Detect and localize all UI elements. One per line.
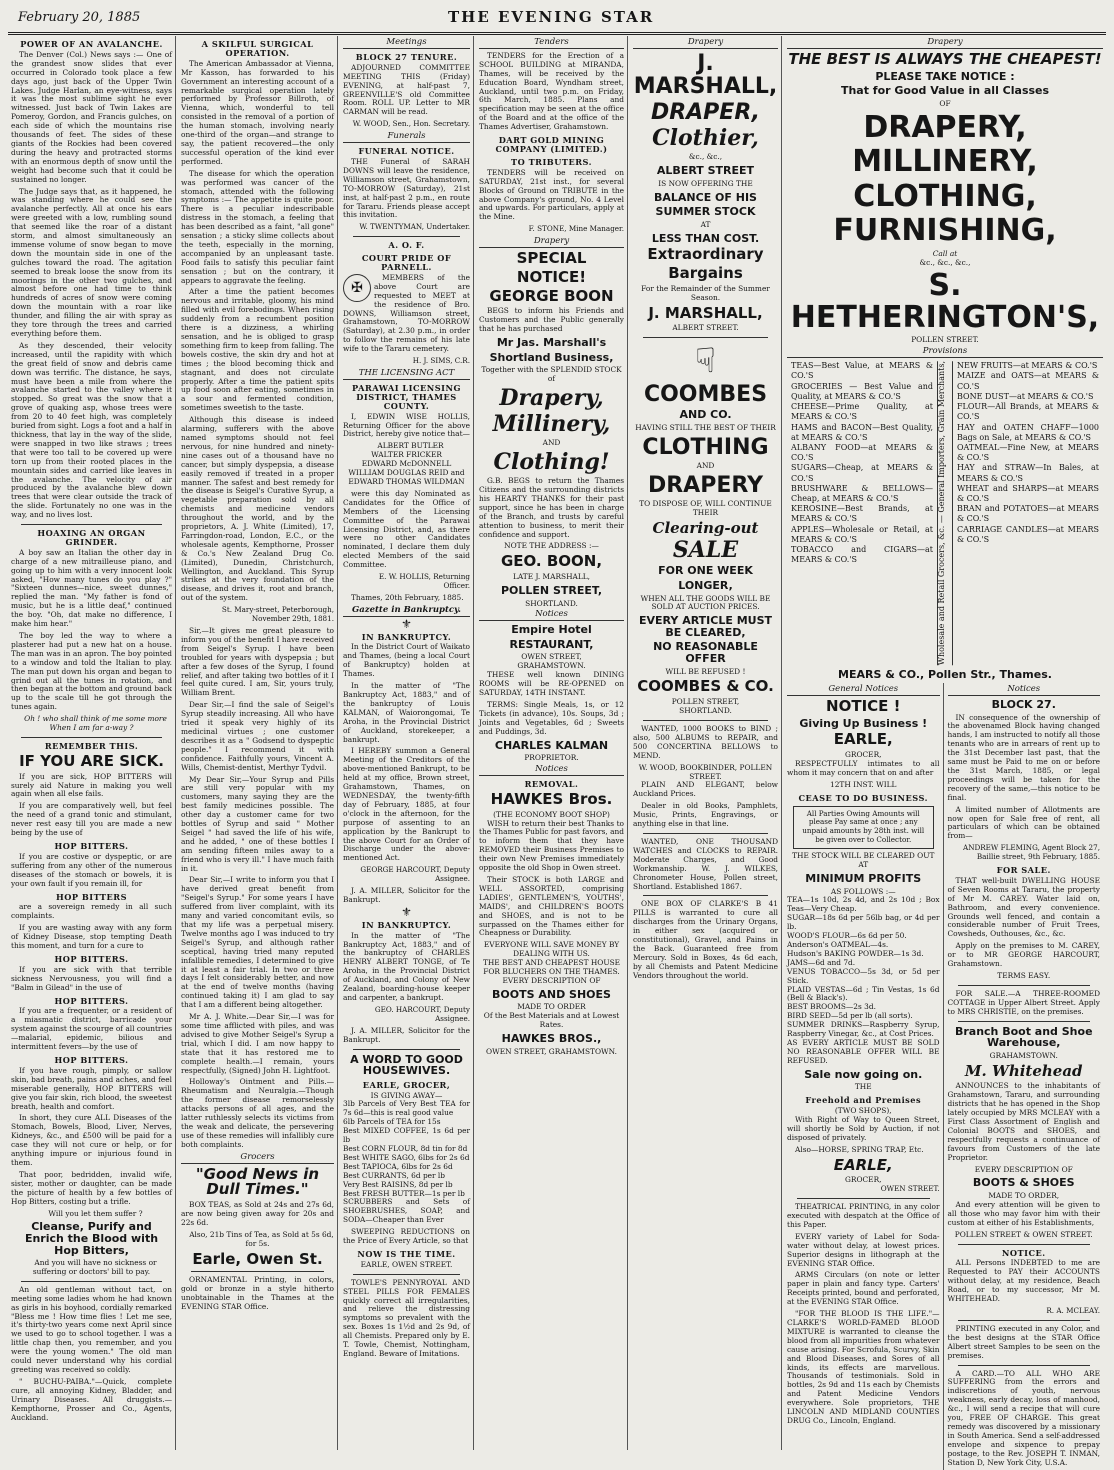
divider: [643, 833, 768, 834]
materials-label: Of the Best Materials and at Lowest Rates.: [483, 1011, 620, 1030]
divider: [21, 737, 162, 738]
earle-grocer-heading: EARLE, GROCER,: [362, 1079, 451, 1090]
notice-paragraph: IN consequence of the ownership of the abovenamed Block having changed hands, I am instructed to notify all those tenants who are in arrears of rent up to the 31st December last past, that the same must be Paid to me on or before the 31st March, 1885, or legal proceedings will be taken for the recovery of the same,—this notice to be final.: [947, 712, 1100, 802]
heading-if-sick: IF YOU ARE SICK.: [19, 751, 164, 770]
drapery-heading: DRAPERY,: [863, 109, 1027, 145]
notice-signature: W. WOOD, Sen., Hon. Secretary.: [352, 119, 470, 129]
pollen-label: POLLEN STREET.: [911, 335, 979, 345]
restaurant-heading: RESTAURANT,: [509, 637, 594, 651]
letter-dateline: St. Mary-street, Peterborough, November 29th, 1881.: [221, 605, 334, 624]
article-paragraph: Although this disease is indeed alarming, sufferers with the above named symptoms should not feel nervous, for nine hundred and ninety-nine cases out of a thousand have no cancer, but simply dyspepsia, a disease easily removed if treated in a proper manner. The safest and best remedy for the disease is Seigel's Curative Syrup, a vegetable preparation sold by all chemists and medicine vendors throughout the world, and by the proprietors, A. J. White (Limited), 17, Farringdon-road, London, E.C., or the wholesale agents, Kempthorne, Prosser & Co.'s New Zealand Drug Co. (Limited), Dunedin, Christchurch, Wellington, and Auckland. This Syrup strikes at the very foundation of the disease, and drives it, root and branch, out of the system.: [181, 415, 334, 603]
section-notices: Notices: [479, 765, 624, 776]
ad-paragraph: BOX TEAS, as Sold at 24s and 27s 6d, are now being given away for 20s and 22s 6d.: [181, 1200, 334, 1227]
and-co-heading: AND CO.: [679, 408, 732, 422]
divider: [958, 1320, 1091, 1321]
notices-column: [948, 683, 1104, 1470]
marshall-heading: Mr Jas. Marshall's: [496, 336, 607, 349]
ad-paragraph: " BUCHU-PAIBA."—Quick, complete cure, all annoying Kidney, Bladder, and Urinary Diseases. All druggists.—Kempthorne, Prosser and Co., Agents, Auckland.: [11, 1376, 172, 1422]
divider: [797, 1198, 930, 1199]
branch-heading: Branch Boot and Shoe Warehouse,: [954, 1024, 1093, 1050]
whitehead-heading: M. Whitehead: [964, 1061, 1083, 1080]
owen-label: OWEN STREET.: [880, 1184, 940, 1194]
section-funerals: Funerals: [343, 132, 470, 143]
section-drapery: Drapery: [479, 237, 624, 248]
hop-bitters-label: HOP BITTERS.: [54, 840, 129, 851]
of-label: OF: [939, 98, 951, 108]
ad-paragraph: WISH to return their best Thanks to the Thames Public for past favors, and to inform them that they have REMOVED their Business Premises to their own New Premises immediately opposite the old Shop in Owen street.: [479, 818, 624, 873]
mears-heading: MEARS & CO., Pollen Str., Thames.: [838, 667, 1052, 681]
as-follows-label: AS FOLLOWS :—: [830, 886, 896, 896]
special-heading: SPECIAL: [516, 249, 587, 268]
notice-paragraph: Apply on the premises to M. CAREY, or to MR GEORGE HARCOURT, Grahamstown.: [947, 941, 1100, 969]
article-paragraph: My Dear Sir,—Your Syrup and Pills are still very popular with my customers, many saying they are the best family medicines possible. The other day a customer came for two bottles of Syrup and said " Mother Seigel " had saved the life of his wife, and he added, " one of these bottles I am sending fifteen miles away to a friend who is very ill." I have much faith in it.: [181, 774, 334, 873]
hop-bitters-label: HOP BITTERS: [56, 891, 127, 902]
freehold-heading: Freehold and Premises: [805, 1095, 922, 1106]
masthead: [8, 6, 1106, 35]
divider: [643, 720, 768, 721]
ad-paragraph: If you have rough, pimply, or sallow skin, bad breath, pains and aches, and feel miserable generally, HOP BITTERS will give you fair skin, rich blood, the sweetest breath, health and comfort.: [11, 1065, 172, 1111]
notice-paragraph: A limited number of Allotments are now open for Sale free of rent, all particulars of which can be obtained from—: [947, 804, 1100, 841]
grocer-label-2: GROCER,: [845, 1175, 882, 1185]
late-label: LATE J. MARSHALL,: [512, 572, 591, 582]
grocer-label: GROCER,: [845, 750, 882, 760]
ad-paragraph: That poor, bedridden, invalid wife, sister, mother or daughter, can be made the picture of health by a few bottles of Hop Bitters, costing but a trifle.: [11, 1169, 172, 1206]
ad-paragraph: If you are wasting away with any form of Kidney Disease, stop tempting Death this moment, and turn for a cure to: [11, 923, 172, 951]
divider: [958, 985, 1091, 986]
stock-label: Together with the SPLENDID STOCK of: [481, 365, 622, 383]
millinery-heading: MILLINERY,: [852, 144, 1038, 180]
block27-tenure-heading: BLOCK 27 TENURE.: [355, 51, 458, 62]
grahamstown-label: GRAHAMSTOWN.: [989, 1050, 1058, 1060]
article-paragraph: The disease for which the operation was performed was cancer of the stomach, attended with the following symptoms :— The appetite is quite poor. There is a peculiar indescribable distress in the stomach, a feeling that has been described as a faint, "all gone" sensation ; a sticky slime collects about the teeth, especially in the morning, accompanied by an unpleasant taste. Food fails to satisfy this peculiar faint sensation ; but on the contrary, it appears to aggravate the feeling.: [181, 168, 334, 285]
proprietor-label: PROPRIETOR.: [524, 753, 579, 763]
article-paragraph: A boy saw an Italian the other day in charge of a new mitrailleuse piano, and going up to him with a very innocent look asked, "How many tunes do you play ?" "Sixteen dunnes—nice, sweet dunnes," replied the man. "My father is fond of music, but he is a little deaf," continued the boy. "Oh, dat make no difference, I make him hear.": [11, 547, 172, 629]
ad-paragraph: If you are sick, HOP BITTERS will surely aid Nature in making you well again when all else fails.: [11, 771, 172, 799]
boots-shoes-heading: BOOTS & SHOES: [972, 1176, 1075, 1190]
lodge-emblem-icon: ✠: [343, 274, 371, 302]
boots-heading: BOOTS AND SHOES: [492, 987, 611, 1001]
draper-heading: DRAPER,: [650, 100, 761, 126]
call-at-label: Call at: [932, 248, 958, 258]
hawkes-heading: HAWKES Bros.: [490, 789, 613, 808]
ad-paragraph: BEGS to inform his Friends and Customers and the Public generally that he has purchased: [479, 306, 624, 334]
minimum-profits-heading: MINIMUM PROFITS: [805, 872, 922, 886]
ad-paragraph: PLAIN AND ELEGANT, below Auckland Prices.: [633, 780, 778, 799]
ad-paragraph: TERMS: Single Meals, 1s, or 12 Tickets (in advance), 10s. Soups, 3d ; Joints and Vegetables, 6d ; Sweets and Puddings, 3d.: [479, 699, 624, 736]
section-notices: Notices: [948, 685, 1101, 696]
longer-heading: LONGER,: [678, 579, 733, 592]
made-label: MADE TO ORDER: [517, 1002, 586, 1012]
clothier-heading: Clothier,: [652, 125, 759, 152]
divider: [958, 1021, 1091, 1022]
notice-paragraph: RESPECTFULLY intimates to all whom it may concern that on and after: [787, 758, 940, 777]
bargains-heading: Bargains: [668, 263, 743, 282]
column-6: [784, 36, 1106, 1467]
notice-paragraph: In the District Court of Waikato and Thames, (being a local Court of Bankruptcy) holden at Thames.: [343, 642, 470, 679]
aof-heading: A. O. F.: [388, 240, 425, 251]
at-label: AT: [700, 219, 711, 229]
article-paragraph: The American Ambassador at Vienna, Mr Kasson, has forwarded to his Government an interesting account of a remarkable surgical operation lately performed by Professor Billroth, of Vienna, which, wonderful to tell consisted in the removal of a portion of the human stomach, involving nearly one-third of the organ—and strange to say, the patient recovered—the only successful operation of the kind ever performed.: [181, 58, 334, 166]
column-3: [340, 36, 474, 1450]
issue-date: February 20, 1885: [18, 10, 141, 25]
section-grocers: Grocers: [181, 1153, 334, 1164]
giving-label: IS GIVING AWAY—: [370, 1090, 443, 1100]
extraordinary-heading: Extraordinary: [647, 245, 764, 264]
notice-paragraph: THE Funeral of SARAH DOWNS will leave the residence, Williamson street, Grahamstown, TO-MORROW (Saturday), 21st inst, at half-past 2 p.m., en route for Tararu. Friends please accept this invitation.: [343, 156, 470, 220]
notice-signature: W. TWENTYMAN, Undertaker.: [359, 222, 470, 232]
ad-paragraph: In short, they cure ALL Diseases of the Stomach, Bowels, Blood, Liver, Nerves, Kidneys, &c., and £500 will be paid for a case they will not cure or help, or for anything impure or injurious found in them.: [11, 1113, 172, 1167]
notice-signature: ANDREW FLEMING, Agent Block 27, Baillie street, 9th February, 1885.: [963, 843, 1100, 862]
giving-up-heading: Giving Up Business !: [799, 716, 928, 730]
auction-label: WHEN ALL THE GOODS WILL BE SOLD AT AUCTION PRICES.: [640, 593, 771, 612]
the-label: THE: [854, 1082, 872, 1092]
no-reasonable-heading: NO REASONABLE OFFER: [653, 640, 758, 665]
and-label: AND: [696, 460, 715, 470]
ad-paragraph: "FOR THE BLOOD IS THE LIFE."— CLARKE'S WORLD-FAMED BLOOD MIXTURE is warranted to cleanse the blood from all impurities from whatever cause arising. For Scrofula, Scurvy, Skin and Blood Diseases, and Sores of all kinds, its effects are marvellous. Thousands of testimonials. Sold in bottles, 2s 9d and 11s each by Chemists and Patent Medicine Vendors everywhere. Sole proprietors, THE LINCOLN AND MIDLAND COUNTIES DRUG Co., Lincoln, England.: [787, 1309, 940, 1425]
notice-solicitor: J. A. MILLER, Solicitor for the Bankrupt.: [343, 886, 470, 904]
albert-street-heading: ALBERT STREET: [656, 164, 755, 178]
ad-paragraph: And you will have no sickness or suffering or doctors' bill to pay.: [32, 1258, 157, 1276]
pollen-label: POLLEN STREET,: [671, 697, 740, 707]
ad-paragraph: Dealer in old Books, Pamphlets, Music, Prints, Engravings, or anything else in that line.: [633, 801, 778, 829]
notice-heading: NOTICE !: [826, 697, 901, 715]
article-paragraph: Dear Sir,—I find the sale of Seigel's Syrup steadily increasing. All who have tried it speak very highly of its medicinal virtues ; one customer describes it as a " Godsend to dyspeptic people." I recommend it with confidence. Faithfully yours, Vincent A. Wills, Chemist-dentist, Merthyr Tydvil.: [181, 700, 334, 772]
every-desc-label: EVERY DESCRIPTION OF: [502, 975, 601, 985]
bankruptcy-heading: IN BANKRUPTCY.: [361, 631, 452, 642]
two-shops-label: (TWO SHOPS),: [834, 1106, 892, 1116]
section-drapery: Drapery: [633, 38, 778, 49]
notice-paragraph: TENDERS will be received on SATURDAY, 21st inst., for several Blocks of Ground on TRIBUTE in the above Company's ground, No. 4 Level and upwards. For particulars, apply at the Mine.: [479, 167, 624, 222]
divider: [353, 1274, 460, 1275]
hop-bitters-label: HOP BITTERS.: [54, 1055, 129, 1065]
terms-label: TERMS EASY.: [997, 971, 1051, 981]
heading-avalanche: POWER OF AN AVALANCHE.: [20, 39, 163, 49]
address-label: NOTE THE ADDRESS :—: [504, 541, 599, 551]
drapery-heading: Drapery,: [499, 384, 604, 411]
balance-heading: BALANCE OF HIS: [654, 190, 757, 204]
remainder-label: For the Remainder of the Summer Season.: [641, 283, 770, 302]
coombes-co-heading: COOMBES & CO.: [637, 677, 774, 696]
article-paragraph: The Denver (Col.) News says :— One of the grandest snow slides that ever occurred in Colorado took place a few days ago, just back of the Upper Twin Lakes. Judge Harlan, an eye-witness, says it was the most sublime sight he ever witnessed. Just back of Twin Lakes are Pomeroy, Gordon, and Francis gulches, on each side of which the mountains rise thousands of feet. The sides of these giants of the Rockies had been covered during the heavy and protracted storms with an enormous depth of snow until the weight had become such that it could be sustained no longer.: [11, 49, 172, 184]
ad-paragraph: If you are a frequenter, or a resident of a miasmatic district, barricade your system against the scourge of all countries —malarial, epidemic, bilious and intermittent fevers—by the use of: [11, 1006, 172, 1052]
article-paragraph: After a time the patient becomes nervous and irritable, gloomy, his mind filled with evil forebodings. When rising suddenly from a recumbent position there is a dizziness, a whirling sensation, and he is obliged to grasp something firm to keep from falling. The bowels costive, the skin dry and hot at times ; the blood becoming thick and stagnant, and does not circulate properly. After a time the patient spits up food soon after eating, sometimes in a sour and fermented condition, sometimes sweetish to the taste.: [181, 287, 334, 413]
grahamstown-label: GRAHAMSTOWN.: [517, 661, 586, 671]
ad-paragraph: If you are comparatively well, but feel the need of a grand tonic and stimulant, never rest easy till you are made a new being by the use of: [11, 801, 172, 838]
marshall-heading: J. MARSHALL,: [633, 50, 778, 99]
notice-paragraph: I, EDWIN WISE HOLLIS, Returning Officer for the above District, hereby give notice that—: [343, 411, 470, 439]
block27-heading: BLOCK 27.: [991, 698, 1056, 711]
hawkes-bros-heading: HAWKES BROS.,: [501, 1032, 602, 1046]
notices-split: [787, 683, 1103, 1470]
clothing-heading: Clothing!: [493, 449, 610, 475]
section-meetings: Meetings: [343, 38, 470, 49]
now-is-the-time: NOW IS THE TIME.: [357, 1248, 456, 1259]
tributers-heading: TO TRIBUTERS.: [511, 156, 592, 167]
ad-paragraph: If you are costive or dyspeptic, or are suffering from any other of the numerous diseases of the stomach or bowels, it is your own fault if you remain ill, for: [11, 851, 172, 888]
notice-paragraph: I HEREBY summon a General Meeting of the Creditors of the above-mentioned Bankrupt, to be held at my office, Brown street, Grahamstown, Thames, on WEDNESDAY, the twenty-fifth day of February, 1885, at four o'clock in the afternoon, for the purpose of assenting to an application by the Bankrupt to the above Court for an Order of Discharge under the above-mentioned Act.: [343, 746, 470, 863]
notice-paragraph: Also—HORSE, SPRING TRAP, Etc.: [795, 1144, 924, 1154]
section-tenders: Tenders: [479, 38, 624, 49]
ad-paragraph: ONE BOX OF CLARKE'S B 41 PILLS is warranted to cure all discharges from the Urinary Organs, in either sex (acquired or constitutional), Gravel, and Pains in the Back. Guaranteed free from Mercury. Sold in Boxes, 4s 6d each, by all Chemists and Patent Medicine Vendors throughout the world.: [633, 899, 778, 980]
george-boon-heading: GEORGE BOON: [489, 286, 614, 305]
etc-label: &c., &c.,: [688, 152, 723, 162]
cease-heading: CEASE TO DO BUSINESS.: [798, 792, 928, 803]
ad-paragraph: Their STOCK is both LARGE and WELL ASSORTED, comprising LADIES', GENTLEMEN'S, YOUTHS', MAIDS', and CHILDREN'S BOOTS and SHOES, and is not to be surpassed on the Thames either for Cheapness or Durability.: [479, 874, 624, 938]
notice-signature: GEO. HARCOURT, Deputy Assignee.: [374, 1004, 470, 1023]
notice-paragraph: THAT well-built DWELLING HOUSE of Seven Rooms at Tararu, the property of Mr M. CAREY. Water laid on, Bathroom, and every convenience. Grounds well fenced, and contain a considerable number of Fruit Trees, Cowsheds, Outhouses, &c., &c.: [947, 875, 1100, 939]
notice-paragraph: With Right of Way to Queen Street, will shortly be Sold by Auction, if not disposed of privately.: [787, 1114, 940, 1142]
clearing-heading: Clearing-out: [652, 518, 759, 537]
column-1: [8, 36, 176, 1450]
notice-date: Thames, 20th February, 1885.: [351, 592, 464, 602]
ad-paragraph: WANTED, 1000 BOOKS to BIND ; also, 500 ALBUMS to REPAIR, and 500 CONCERTINA BELLOWS to MEND.: [633, 724, 778, 760]
ad-paragraph: EVERY variety of Label for Soda-water without delay, at lowest prices. Superior designs in lithograph at the EVENING STAR Office.: [787, 1231, 940, 1268]
price-list: TEA—1s 10d, 2s 4d, and 2s 10d ; Box Teas—Very Cheap. SUGAR—18s 6d per 56lb bag, or 4d per lb. WOOD'S FLOUR—6s 6d per 50. Anderson's OATMEAL—4s. Hudson's BAKING POWDER—1s 3d. JAMS—6d and 7d. VENUS TOBACCO—5s 3d, or 5d per Stick. PLAID VESTAS—6d ; Tin Vestas, 1s 6d (Bell & Black's). BEST BROOMS—2s 3d. BIRD SEED—5d per lb (all sorts). SUMMER DRINKS—Raspberry Syrup, Raspberry Vinegar, &c., at Cost Prices. AS EVERY ARTICLE MUST BE SOLD NO REASONABLE OFFER WILL BE REFUSED.: [787, 895, 940, 1065]
economy-label: (THE ECONOMY BOOT SHOP): [493, 809, 610, 819]
one-week-heading: FOR ONE WEEK: [658, 564, 753, 578]
less-than-cost-heading: LESS THAN COST.: [651, 231, 760, 245]
geo-boon-heading: GEO. BOON,: [500, 552, 603, 571]
earle-owen-heading: Earle, Owen St.: [192, 1249, 323, 1268]
article-paragraph: Dear Sir,—I write to inform you that I have derived great benefit from "Seigel's Syrup." For some years I have suffered from liver complaint, with its many and varied concomitant evils, so that my life was a perpetual misery. Twelve months ago I was induced to try Seigel's Syrup, and although rather sceptical, having tried many reputed infallible remedies, I determined to give it at least a fair trial. In two or three days I felt considerably better, and now at the end of twelve months (having continued taking it) I am glad to say that I am a different being altogether.: [181, 875, 334, 1010]
bankruptcy-heading: IN BANKRUPTCY.: [361, 919, 452, 930]
divider: [191, 1271, 324, 1272]
article-paragraph: The boy led the way to where a plasterer had put a new hat on a house. The man was in an apron. The boy pointed to a window and told the Italian to play. The man put down his organ and began to grind out all the tunes in rotation, and then began at the bottom and ground back up to the scale till he got through the tunes again.: [11, 631, 172, 712]
for-sale-heading: FOR SALE.: [996, 865, 1051, 876]
removal-heading: REMOVAL.: [524, 778, 579, 789]
notice-paragraph: In the matter of "The Bankruptcy Act, 1883," and of the bankruptcy of Louis KALMAN, of Waiorongomai, Te Aroha, in the Provincial District of Auckland, storekeeper, a bankrupt.: [343, 681, 470, 744]
ad-paragraph: are a sovereign remedy in all such complaints.: [11, 902, 172, 921]
best-cheapest-heading: THE BEST IS ALWAYS THE CHEAPEST!: [788, 49, 1102, 68]
earle-heading-2: EARLE,: [833, 1155, 893, 1174]
furnishing-heading: FURNISHING,: [833, 213, 1057, 249]
owen-gtown-label: OWEN STREET, GRAHAMSTOWN.: [486, 1046, 617, 1056]
crest-icon: ⚜: [401, 904, 412, 919]
article-paragraph: As they descended, their velocity increased, until the rapidity with which the great field of snow and debris came down was terrific. The distance, he says, must have been a mile from where the avalanche started to the valley where it stopped. So great was the snow that a grove of quaking asp, whose trees were from 20 to 40 feet high, was completely buried from sight. Logs a foot and a half in thickness, that lay in the way of the slide, were snapped in two like straws ; trees that were too tall to be covered up were torn up from their rooted places in the mountain sides and carried like leaves in the avalanche. The velocity of air produced by the avalanche blew down trees that were clear outside the track of the slide. Fortunately no one was in the way, and no lives lost.: [11, 340, 172, 520]
coombes-heading: COOMBES: [643, 382, 768, 408]
stock-label: THE STOCK WILL BE CLEARED OUT AT: [792, 851, 935, 870]
housewives-heading: A WORD TO GOOD HOUSEWIVES.: [350, 1052, 463, 1078]
shortland-heading: Shortland Business,: [489, 350, 614, 364]
ad-paragraph: If you are sick with that terrible sickness Nervousness, you will find a "Balm in Gilead" in the use of: [11, 964, 172, 992]
notice-signature: H. J. SIMS, C.R.: [412, 356, 470, 366]
every-article-heading: EVERY ARTICLE MUST BE CLEARED,: [638, 614, 773, 639]
notice-paragraph: FOR SALE.—A THREE-ROOMED COTTAGE in Upper Albert Street. Apply to MRS CHRISTIE, on the premises.: [947, 988, 1100, 1016]
and-label: AND: [542, 438, 561, 448]
marshall-heading-2: J. MARSHALL,: [648, 303, 763, 322]
candidate-list: ALBERT BUTLER WALTER FRICKER EDWARD McDONNELL WILLIAM DOUGLAS REID and EDWARD THOMAS WILDMAN: [348, 441, 465, 486]
article-paragraph: Holloway's Ointment and Pills.—Rheumatism and Neuralgia.—Though the former disease remorselessly attacks persons of all ages, and the latter ruthlessly selects its victims from the weak and delicate, the persevering use of these remedies will infallibly cure both complaints.: [181, 1077, 334, 1149]
ad-paragraph: THEATRICAL PRINTING, in any color executed with despatch at the Office of this Paper.: [787, 1202, 940, 1229]
provisions-list-right: NEW FRUITS—at MEARS & CO.'S MAIZE and OATS—at MEARS & CO.'S BONE DUST—at MEARS & CO.'S FLOUR—All Brands, at MEARS & CO.'S HAY and OATEN CHAFF—1000 Bags on Sale, at MEARS & CO.'S OATMEAL—Fine New, at MEARS & CO.'S HAY and STRAW—In Bales, at MEARS & CO.'S WHEAT and SHARPS—at MEARS & CO.'S BRAN and POTATOES—at MEARS & CO.'S CARRIAGE CANDLES—at MEARS & CO.'S: [957, 361, 1099, 544]
ad-paragraph: ORNAMENTAL Printing, in colors, gold or bronze in a style hitherto unobtainable in the Thames at the EVENING STAR Office.: [181, 1275, 334, 1312]
column-2: [178, 36, 338, 1450]
notice-solicitor: J. A. MILLER, Solicitor for the Bankrupt.: [343, 1025, 470, 1044]
heading-organ-grinder: HOAXING AN ORGAN GRINDER.: [37, 528, 146, 547]
ad-paragraph: Will you let them suffer ?: [48, 1208, 143, 1218]
clothing-heading: CLOTHING: [642, 434, 769, 460]
divider: [958, 1365, 1091, 1366]
hop-bitters-label: HOP BITTERS.: [54, 995, 129, 1006]
owing-box: All Parties Owing Amounts will please Pay same at once ; any unpaid amounts by 28th inst. will be given over to Collector.: [793, 806, 934, 850]
etc-label: &c., &c., &c.,: [919, 257, 971, 267]
best-house-label: THE BEST AND CHEAPEST HOUSE FOR BLUCHERS ON THE THAMES.: [482, 958, 621, 977]
notice-paragraph: ALL Persons INDEBTED to me are Requested to PAY their ACCOUNTS without delay, at my residence, Beach Road, or to my successor, Mr M. WHITEHEAD.: [947, 1258, 1100, 1304]
shortland-label: SHORTLAND.: [525, 598, 578, 608]
hetherington-heading: S. HETHERINGTON'S,: [790, 268, 1100, 335]
notice-signature: R. A. MCLEAY.: [1046, 1305, 1100, 1315]
notice-paragraph: ADJOURNED COMMITTEE MEETING THIS (Friday) EVENING, at half-past 7, GREENVILLE'S old Committee Room. ROLL UP. Letter to MR CARMAN will be read.: [343, 62, 470, 117]
earle-heading: EARLE,: [833, 730, 893, 749]
inst-label: 12TH INST. WILL: [830, 779, 897, 789]
notice-signature: F. STONE, Mine Manager.: [528, 224, 624, 234]
article-paragraph: The Judge says that, as it happened, he was standing where he could see the avalanche perfectly. All at once his ears were greeted with a low, rumbling sound that seemed like the roar of a distant storm, and almost simultaneously an immense volume of snow began to move down the mountain side in one of the gulches toward the road. The agitation seemed to break loose the snow from its moorings in the other two gulches, and almost before one had time to think hundreds of acres of snow were coming down the mountain with a roar like thunder, and filling the air with spray as they tore through the trees and carried everything before them.: [11, 186, 172, 338]
article-paragraph: Mr A. J. White.—Dear Sir,—I was for some time afflicted with piles, and was advised to give Mother Seigel's Syrup a trial, which I did. I am now happy to state that it has restored me to complete health.—I remain, yours respectfully, (Signed) John H. Lightfoot.: [181, 1012, 334, 1075]
pointing-hand-icon: ☟: [695, 341, 716, 382]
crest-icon: ⚜: [401, 616, 412, 631]
good-news-heading: "Good News in Dull Times.": [195, 1164, 320, 1199]
heading-remember: REMEMBER THIS.: [44, 740, 139, 751]
ad-paragraph: TOWLE'S PENNYROYAL AND STEEL PILLS FOR FEMALES quickly correct all irregularities, and relieve the distressing symptoms so prevalent with the sex. Boxes 1s 1½d and 2s 9d, of all Chemists. Prepared only by E. T. Towle, Chemist, Nottingham, England. Beware of Imitations.: [343, 1277, 470, 1358]
divider: [643, 337, 768, 338]
notice-paragraph: MEMBERS of the above Court are requested to MEET at the residence of Bro. DOWNS, Williamson street, Grahamstown, TO-MORROW (Saturday), at 2.30 p.m., in order to follow the remains of his late wife to the Tararu cemetery.: [343, 272, 470, 354]
column-5: [630, 36, 782, 1450]
ad-paragraph: PRINTING executed in any Color, and the best designs at the STAR Office Albert street Samples to be seen on the premises.: [947, 1323, 1100, 1360]
save-label: EVERYONE WILL SAVE MONEY BY DEALING WITH US.: [483, 940, 620, 959]
divider: [958, 1244, 1091, 1245]
notice-paragraph: In the matter of "The Bankruptcy Act, 1883," and of the bankruptcy of CHARLES HENRY ALBERT TONGE, of Te Aroha, in the Provincial District of Auckland, and Colony of New Zealand, boarding-house keeper and carpenter, a bankrupt.: [343, 930, 470, 1002]
article-paragraph: Sir,—It gives me great pleasure to inform you of the benefit I have received from Seigel's Syrup. I have been troubled for years with dyspepsia ; but after a few doses of the Syrup, I found relief, and after taking two bottles of it I feel quite cured. I am, Sir, yours truly, William Brent.: [181, 626, 334, 698]
divider: [353, 1049, 460, 1050]
please-notice-heading: PLEASE TAKE NOTICE :: [875, 69, 1015, 83]
notice-paragraph: were this day Nominated as Candidates for the Office of Members of the Licensing Committee of the Parawai Licensing District, and, as there were no other Candidates nominated, I declare them duly elected Members of the said Committee.: [343, 488, 470, 570]
notice-signature: E. W. HOLLIS, Returning Officer.: [378, 572, 470, 590]
ad-paragraph: THESE well known DINING ROOMS will be RE-OPENED on SATURDAY, 14TH INSTANT.: [479, 670, 624, 698]
notice-heading: NOTICE!: [516, 267, 587, 286]
section-gazette: Gazette in Bankruptcy.: [343, 606, 470, 617]
parawai-heading: PARAWAI LICENSING DISTRICT, THAMES COUNTY.: [352, 382, 461, 411]
sale-now-heading: Sale now going on.: [804, 1067, 923, 1081]
drapery-heading: DRAPERY: [647, 472, 764, 498]
section-provisions: Provisions: [787, 347, 1103, 358]
notice-paragraph: TENDERS for the Erection of a SCHOOL BUILDING at MIRANDA, Thames, will be received by the Education Board, Wyndham street, Auckland, until two p.m. on Friday, 6th March, 1885. Plans and specification may be seen at the office of the Board and at the office of the Thames Advertiser, Grahamstown.: [479, 50, 624, 132]
hop-bitters-label: HOP BITTERS.: [54, 953, 129, 964]
owen-label: OWEN STREET,: [521, 652, 582, 662]
column-4: [476, 36, 628, 1450]
good-value-heading: That for Good Value in all Classes: [840, 84, 1050, 98]
section-notices: Notices: [479, 610, 624, 621]
albert-label: ALBERT STREET.: [672, 323, 739, 333]
notice-paragraph: ANNOUNCES to the inhabitants of Grahamstown, Tararu, and surrounding districts that he has opened in the Shop lately occupied by MRS MCLEAY with a First Class Assortment of English and Colonial BOOTS and SHOES, and respectfully requests a continuance of favours from Customers of the late Proprietor.: [947, 1081, 1100, 1162]
provisions-side-label: Wholesale and Retail Grocers, &c. — General Importers, Grain Merchants,: [937, 361, 953, 665]
dart-heading: DART GOLD MINING COMPANY (LIMITED.): [495, 135, 608, 154]
pollen-street-heading: POLLEN STREET,: [500, 584, 603, 597]
earle-owen-label: EARLE, OWEN STREET.: [360, 1259, 453, 1269]
offering-label: IS NOW OFFERING THE: [658, 178, 753, 188]
clothing-heading: CLOTHING,: [853, 178, 1037, 214]
heading-skilful-operation: A SKILFUL SURGICAL OPERATION.: [201, 39, 314, 58]
ad-paragraph: G.B. BEGS to return the Thames Citizens and the surrounding districts his HEARTY THANKS for their past support, since he has been in charge of the Branch, and trusts by careful attention to business, to merit their confidence and support.: [479, 476, 624, 539]
ad-paragraph: Also, 21b Tins of Tea, as Sold at 5s 6d, for 5s.: [189, 1229, 334, 1248]
sale-heading: SALE: [672, 537, 739, 564]
notice-paragraph: And every attention will be given to all those who may favor him with their custom at either of his Establishments,: [947, 1199, 1100, 1227]
price-list: 3lb Parcels of Very Best TEA for 7s 6d—this is real good value 6lb Parcels of TEA for 15s Best MIXED COFFEE, 1s 6d per lb Best CORN FLOUR, 8d tin for 8d Best WHITE SAGO, 6lbs for 2s 6d Best TAPIOCA, 6lbs for 2s 6d Best CURRANTS, 6d per lb Very Best RAISINS, 8d per lb Best FRESH BUTTER—1s per lb SCRUBBERS and Sets of SHOEBRUSHES, SOAP, and SODA—Cheaper than Ever: [343, 1099, 470, 1225]
section-general-notices: General Notices: [787, 685, 940, 696]
general-notices-column: [787, 683, 944, 1470]
ad-paragraph: SWEEPING REDUCTIONS on the Price of Every Article, so that: [343, 1227, 470, 1246]
divider: [21, 524, 162, 525]
notice-heading-2: NOTICE.: [1001, 1247, 1046, 1258]
article-verse: Oh ! who shall think of me some more When I am far a-way ?: [24, 714, 167, 733]
refused-label: WILL BE REFUSED !: [665, 666, 746, 676]
empire-heading: Empire Hotel: [511, 623, 592, 637]
heading-cleanse: Cleanse, Purify and Enrich the Blood with Hop Bitters,: [24, 1220, 159, 1257]
every-desc-label: EVERY DESCRIPTION OF: [974, 1164, 1073, 1174]
having-label: HAVING STILL THE BEST OF THEIR: [635, 422, 776, 432]
divider: [21, 1281, 162, 1282]
shortland-label: SHORTLAND.: [679, 706, 732, 716]
section-drapery: Drapery: [787, 38, 1103, 49]
court-heading: COURT PRIDE OF PARNELL.: [361, 253, 452, 273]
summer-stock-heading: SUMMER STOCK: [655, 205, 756, 219]
millinery-heading: Millinery,: [492, 411, 611, 437]
ad-paragraph: A CARD.—TO ALL WHO ARE SUFFERING from the errors and indiscretions of youth, nervous weakness, early decay, loss of manhood, &c., I will send a recipe that will cure you, FREE OF CHARGE. This great remedy was discovered by a missionary in South America. Send a self-addressed envelope and sixpence to prepay postage, to the Rev. JOSEPH T. INMAN, Station D, New York City, U.S.A.: [947, 1368, 1100, 1467]
section-licensing: THE LICENSING ACT: [343, 369, 470, 380]
ad-paragraph: ARMS Circulars (on note or letter paper in plain and fancy type. Carters' Receipts printed, bound and perforated, at the EVENING STAR Office.: [787, 1270, 940, 1307]
provisions-ad: [787, 361, 1103, 665]
made-label: MADE TO ORDER,: [988, 1191, 1060, 1200]
provisions-list-left: TEAS—Best Value, at MEARS & CO.'S GROCERIES — Best Value and Quality, at MEARS & CO.'S CHEESE—Prime Quality, at MEARS & CO.'S HAMS and BACON—Best Quality, at MEARS & CO.'S ALBANY FOOD—at MEARS & CO.'S SUGARS—Cheap, at MEARS & CO.'S BRUSHWARE & BELLOWS—Cheap, at MEARS & CO.'S KEROSINE—Best Brands, at MEARS & CO.'S APPLES—Wholesale or Retail, at MEARS & CO.'S TOBACCO and CIGARS—at MEARS & CO.'S: [791, 361, 933, 565]
notice-signature: GEORGE HARCOURT, Deputy Assignee.: [360, 865, 470, 884]
ad-paragraph: WANTED, ONE THOUSAND WATCHES and CLOCKS to REPAIR. Moderate Charges, and Good Workmanship. W. J. WILKES, Chronometer House, Pollen street, Shortland. Established 1867.: [633, 836, 778, 891]
article-paragraph: An old gentleman without tact, on meeting some ladies whom he had known as girls in his boyhood, cordially remarked "Bless me ! How time flies ! Let me see, it's thirty-two years come next April since we used to go to school together. I was a little chap then, you remember, and you were the young women." The old man could never understand why his cordial greeting was received so coldly.: [11, 1284, 172, 1375]
funeral-heading: FUNERAL NOTICE.: [358, 146, 455, 157]
paper-title: THE EVENING STAR: [448, 8, 655, 26]
divider: [353, 236, 460, 237]
bookbinder-label: W. WOOD, BOOKBINDER, POLLEN STREET.: [638, 762, 773, 781]
dispose-label: TO DISPOSE OF, WILL CONTINUE THEIR: [639, 498, 772, 517]
divider: [643, 895, 768, 896]
pollen-owen-label: POLLEN STREET & OWEN STREET.: [954, 1229, 1093, 1239]
kalman-heading: CHARLES KALMAN: [494, 738, 609, 752]
